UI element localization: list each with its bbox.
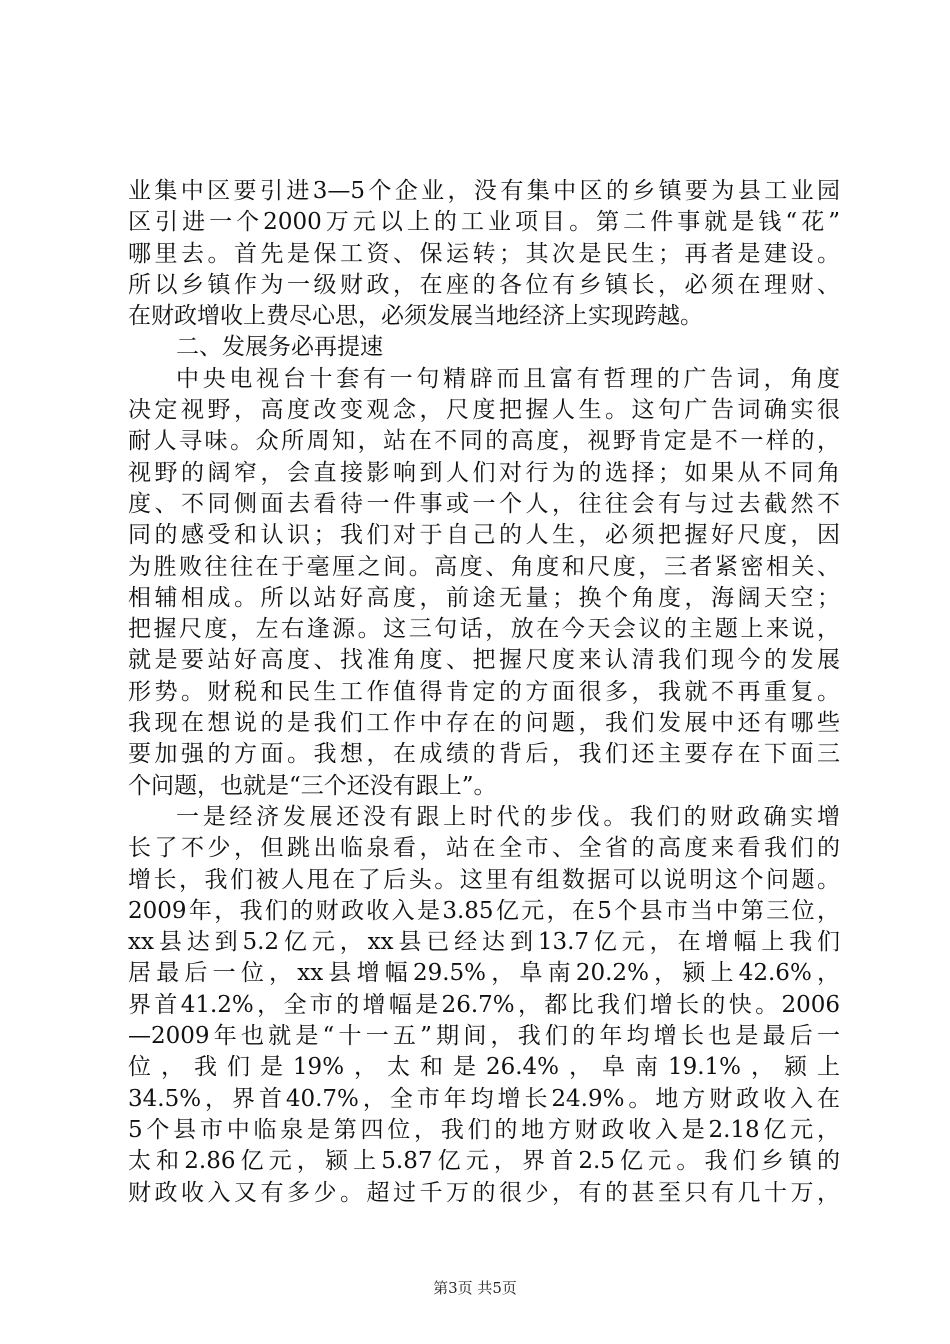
document-body (128, 176, 840, 1209)
text-line: 一是经济发展还没有跟上时代的步伐。我们的财政确实增 (176, 803, 840, 830)
text-line: 业集中区要引进3—5个企业，没有集中区的乡镇要为县工业园 (128, 178, 840, 204)
text-line: xx县达到5.2亿元，xx县已经达到13.7亿元，在增幅上我们 (128, 929, 840, 956)
text-line: 视野的阔窄，会直接影响到人们对行为的选择；如果从不同角 (128, 459, 840, 486)
text-line: 增长，我们被人甩在了后头。这里有组数据可以说明这个问题。 (128, 866, 840, 893)
text-line: 哪里去。首先是保工资、保运转；其次是民生；再者是建设。 (128, 240, 840, 267)
text-line: 位，我们是19%，太和是26.4%，阜南19.1%，颍上 (128, 1054, 840, 1081)
text-line: 区引进一个2000万元以上的工业项目。第二件事就是钱“花” (128, 209, 840, 236)
text-line: 长了不少，但跳出临泉看，站在全市、全省的高度来看我们的 (128, 835, 840, 862)
text-line: 所以乡镇作为一级财政，在座的各位有乡镇长，必须在理财、 (128, 271, 840, 298)
text-line: 就是要站好高度、找准角度、把握尺度来认清我们现今的发展 (128, 647, 840, 674)
text-line: 居最后一位，xx县增幅29.5%，阜南20.2%，颍上42.6%， (128, 960, 840, 987)
text-line: 界首41.2%，全市的增幅是26.7%，都比我们增长的快。2006 (128, 991, 840, 1018)
text-line: 相辅相成。所以站好高度，前途无量；换个角度，海阔天空； (128, 584, 840, 611)
paragraph-1 (128, 176, 840, 332)
text-line: 同的感受和认识；我们对于自己的人生，必须把握好尺度，因 (128, 522, 840, 549)
text-line: 财政收入又有多少。超过千万的很少，有的甚至只有几十万， (128, 1179, 840, 1206)
text-line: 我现在想说的是我们工作中存在的问题，我们发展中还有哪些 (128, 710, 840, 737)
text-line: —2009年也就是“十一五”期间，我们的年均增长也是最后一 (128, 1023, 840, 1050)
text-line: 为胜败往往在于毫厘之间。高度、角度和尺度，三者紧密相关、 (128, 553, 840, 580)
text-line: 在财政增收上费尽心思，必须发展当地经济上实现跨越。 (128, 303, 703, 330)
text-line: 中央电视台十套有一句精辟而且富有哲理的广告词，角度 (176, 365, 840, 392)
text-line: 把握尺度，左右逢源。这三句话，放在今天会议的主题上来说， (128, 616, 840, 643)
text-line: 2009年，我们的财政收入是3.85亿元，在5个县市当中第三位， (128, 897, 840, 924)
text-line: 耐人寻味。众所周知，站在不同的高度，视野肯定是不一样的， (128, 428, 840, 455)
text-line: 形势。财税和民生工作值得肯定的方面很多，我就不再重复。 (128, 678, 840, 705)
page-number-footer: 第3页 共5页 (433, 1279, 517, 1297)
paragraph-2 (128, 364, 840, 802)
text-line: 5个县市中临泉是第四位，我们的地方财政收入是2.18亿元， (128, 1116, 840, 1143)
paragraph-3 (128, 802, 840, 1209)
text-line: 决定视野，高度改变观念，尺度把握人生。这句广告词确实很 (128, 397, 840, 424)
text-line: 34.5%，界首40.7%，全市年均增长24.9%。地方财政收入在 (128, 1085, 840, 1112)
text-line: 要加强的方面。我想，在成绩的背后，我们还主要存在下面三 (128, 741, 840, 768)
section-heading: 二、发展务必再提速 (176, 334, 383, 361)
text-line: 个问题，也就是“三个还没有跟上”。 (128, 772, 497, 799)
text-line: 太和2.86亿元，颍上5.87亿元，界首2.5亿元。我们乡镇的 (128, 1148, 840, 1175)
text-line: 度、不同侧面去看待一件事或一个人，往往会有与过去截然不 (128, 490, 840, 517)
